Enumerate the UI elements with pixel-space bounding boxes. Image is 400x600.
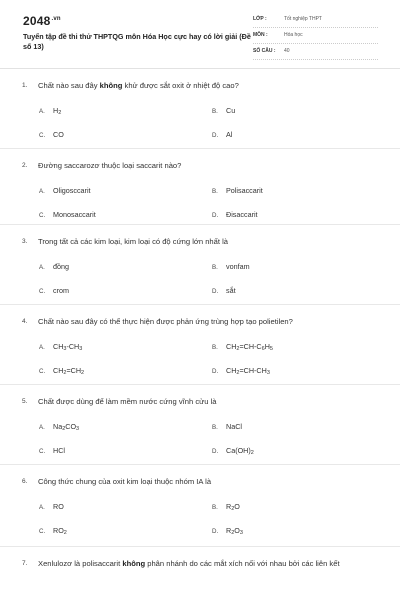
answer-option[interactable] xyxy=(39,106,61,118)
question-divider xyxy=(0,148,400,149)
option-text: CH3-CH3 xyxy=(53,342,83,352)
question-divider xyxy=(0,464,400,465)
answer-option[interactable] xyxy=(39,210,96,221)
answer-option[interactable] xyxy=(39,130,64,141)
option-letter: B. xyxy=(212,504,218,511)
answer-option[interactable] xyxy=(212,526,243,538)
question-stem xyxy=(22,558,382,570)
question-stem xyxy=(22,316,382,328)
option-text: HCl xyxy=(53,446,65,455)
question-3 xyxy=(22,236,382,295)
option-letter: C. xyxy=(39,212,46,219)
question-stem xyxy=(22,160,382,172)
option-letter: D. xyxy=(212,288,219,295)
option-letter: B. xyxy=(212,188,218,195)
option-letter: C. xyxy=(39,288,46,295)
question-stem xyxy=(22,80,382,92)
option-text: CH2=CH2 xyxy=(53,366,85,376)
option-text: Monosaccarit xyxy=(53,210,96,219)
option-text: CH2=CH-CH3 xyxy=(226,366,270,376)
answer-option[interactable] xyxy=(39,286,69,297)
answer-option[interactable] xyxy=(39,446,65,457)
answer-option[interactable] xyxy=(212,106,235,117)
header-divider xyxy=(0,68,400,69)
option-letter: D. xyxy=(212,212,219,219)
option-letter: A. xyxy=(39,424,45,431)
question-stem xyxy=(22,476,382,488)
question-divider xyxy=(0,546,400,547)
question-5 xyxy=(22,396,382,456)
question-text: Chất nào sau đây có thể thực hiện được phản ứng trùng hợp tạo polietilen? xyxy=(38,317,293,326)
question-6 xyxy=(22,476,382,536)
question-text: Xenlulozơ là polisaccarit không phân nhánh do các mắt xích nối với nhau bởi các liên kết xyxy=(38,559,340,568)
meta-value: 40 xyxy=(284,48,290,54)
question-stem xyxy=(22,396,382,408)
option-letter: B. xyxy=(212,424,218,431)
answer-option[interactable] xyxy=(39,526,67,538)
document-title: Tuyển tập đề thi thử THPTQG môn Hóa Học cực hay có lời giải (Đề số 13) xyxy=(23,32,251,51)
option-text: Al xyxy=(226,130,233,139)
option-text: RO xyxy=(53,502,64,511)
emphasis-text: không xyxy=(122,559,146,568)
question-number: 1. xyxy=(22,82,28,89)
emphasis-text: không xyxy=(99,81,123,90)
option-letter: D. xyxy=(212,132,219,139)
option-text: R2O3 xyxy=(226,526,243,536)
question-number: 3. xyxy=(22,238,28,245)
option-letter: D. xyxy=(212,368,219,375)
answer-option[interactable] xyxy=(212,422,242,433)
question-7 xyxy=(22,558,382,570)
option-text: Na2CO3 xyxy=(53,422,80,432)
meta-label: LỚP : xyxy=(253,16,267,22)
question-divider xyxy=(0,384,400,385)
question-2 xyxy=(22,160,382,219)
answer-option[interactable] xyxy=(212,210,258,221)
option-letter: D. xyxy=(212,448,219,455)
question-number: 4. xyxy=(22,318,28,325)
answer-option[interactable] xyxy=(39,186,91,197)
question-text: Trong tất cả các kim loại, kim loại có độ cứng lớn nhất là xyxy=(38,237,229,246)
meta-label: MÔN : xyxy=(253,32,268,38)
option-text: NaCl xyxy=(226,422,242,431)
question-stem xyxy=(22,236,382,248)
question-number: 7. xyxy=(22,560,28,567)
option-text: sắt xyxy=(226,286,236,295)
option-letter: A. xyxy=(39,504,45,511)
option-text: Polisaccarit xyxy=(226,186,263,195)
meta-row-subject xyxy=(253,30,378,44)
meta-row-question-count xyxy=(253,46,378,60)
option-text: R2O xyxy=(226,502,240,512)
answer-option[interactable] xyxy=(212,130,232,141)
option-letter: A. xyxy=(39,264,45,271)
document-header xyxy=(0,0,400,70)
option-text: crom xyxy=(53,286,69,295)
question-text: Đường saccarozơ thuộc loại saccarit nào? xyxy=(38,161,182,170)
question-4 xyxy=(22,316,382,376)
option-text: Đisaccarit xyxy=(226,210,258,219)
meta-value: Hóa học xyxy=(284,32,303,38)
answer-option[interactable] xyxy=(212,186,263,197)
question-divider xyxy=(0,304,400,305)
answer-option[interactable] xyxy=(39,366,84,378)
answer-option[interactable] xyxy=(212,262,250,273)
question-text: Công thức chung của oxit kim loại thuộc nhóm IA là xyxy=(38,477,212,486)
option-text: đồng xyxy=(53,262,69,271)
option-text: Ca(OH)2 xyxy=(226,446,254,456)
option-text: CH2=CH-C6H5 xyxy=(226,342,273,352)
site-logo[interactable]: $2048^{.vn}$ xyxy=(23,14,61,28)
question-number: 2. xyxy=(22,162,28,169)
option-letter: B. xyxy=(212,264,218,271)
answer-option[interactable] xyxy=(212,366,270,378)
option-text: Cu xyxy=(226,106,236,115)
meta-label: SỐ CÂU : xyxy=(253,48,276,54)
option-letter: C. xyxy=(39,528,46,535)
answer-option[interactable] xyxy=(212,446,254,458)
option-text: CO xyxy=(53,130,64,139)
answer-option[interactable] xyxy=(39,502,64,513)
option-letter: A. xyxy=(39,108,45,115)
answer-option[interactable] xyxy=(212,502,240,514)
option-letter: B. xyxy=(212,344,218,351)
meta-row-class xyxy=(253,14,378,28)
option-text: vonfam xyxy=(226,262,250,271)
option-text: RO2 xyxy=(53,526,67,536)
option-text: Oligosccarit xyxy=(53,186,91,195)
document-meta xyxy=(253,14,378,62)
answer-option[interactable] xyxy=(212,342,273,354)
option-letter: A. xyxy=(39,188,45,195)
question-text: Chất nào sau đây không khử được sắt oxit ở nhiệt độ cao? xyxy=(38,81,239,90)
option-letter: C. xyxy=(39,368,46,375)
question-1 xyxy=(22,80,382,139)
answer-option[interactable] xyxy=(39,342,82,354)
answer-option[interactable] xyxy=(39,262,69,273)
option-letter: C. xyxy=(39,132,46,139)
option-text: H2 xyxy=(53,106,62,116)
answer-option[interactable] xyxy=(212,286,236,297)
answer-option[interactable] xyxy=(39,422,79,434)
option-letter: D. xyxy=(212,528,219,535)
question-number: 5. xyxy=(22,398,28,405)
option-letter: A. xyxy=(39,344,45,351)
meta-value: Tốt nghiệp THPT xyxy=(284,16,322,22)
option-letter: C. xyxy=(39,448,46,455)
option-letter: B. xyxy=(212,108,218,115)
question-number: 6. xyxy=(22,478,28,485)
question-text: Chất được dùng để làm mềm nước cứng vĩnh cửu là xyxy=(38,397,217,406)
question-divider xyxy=(0,224,400,225)
